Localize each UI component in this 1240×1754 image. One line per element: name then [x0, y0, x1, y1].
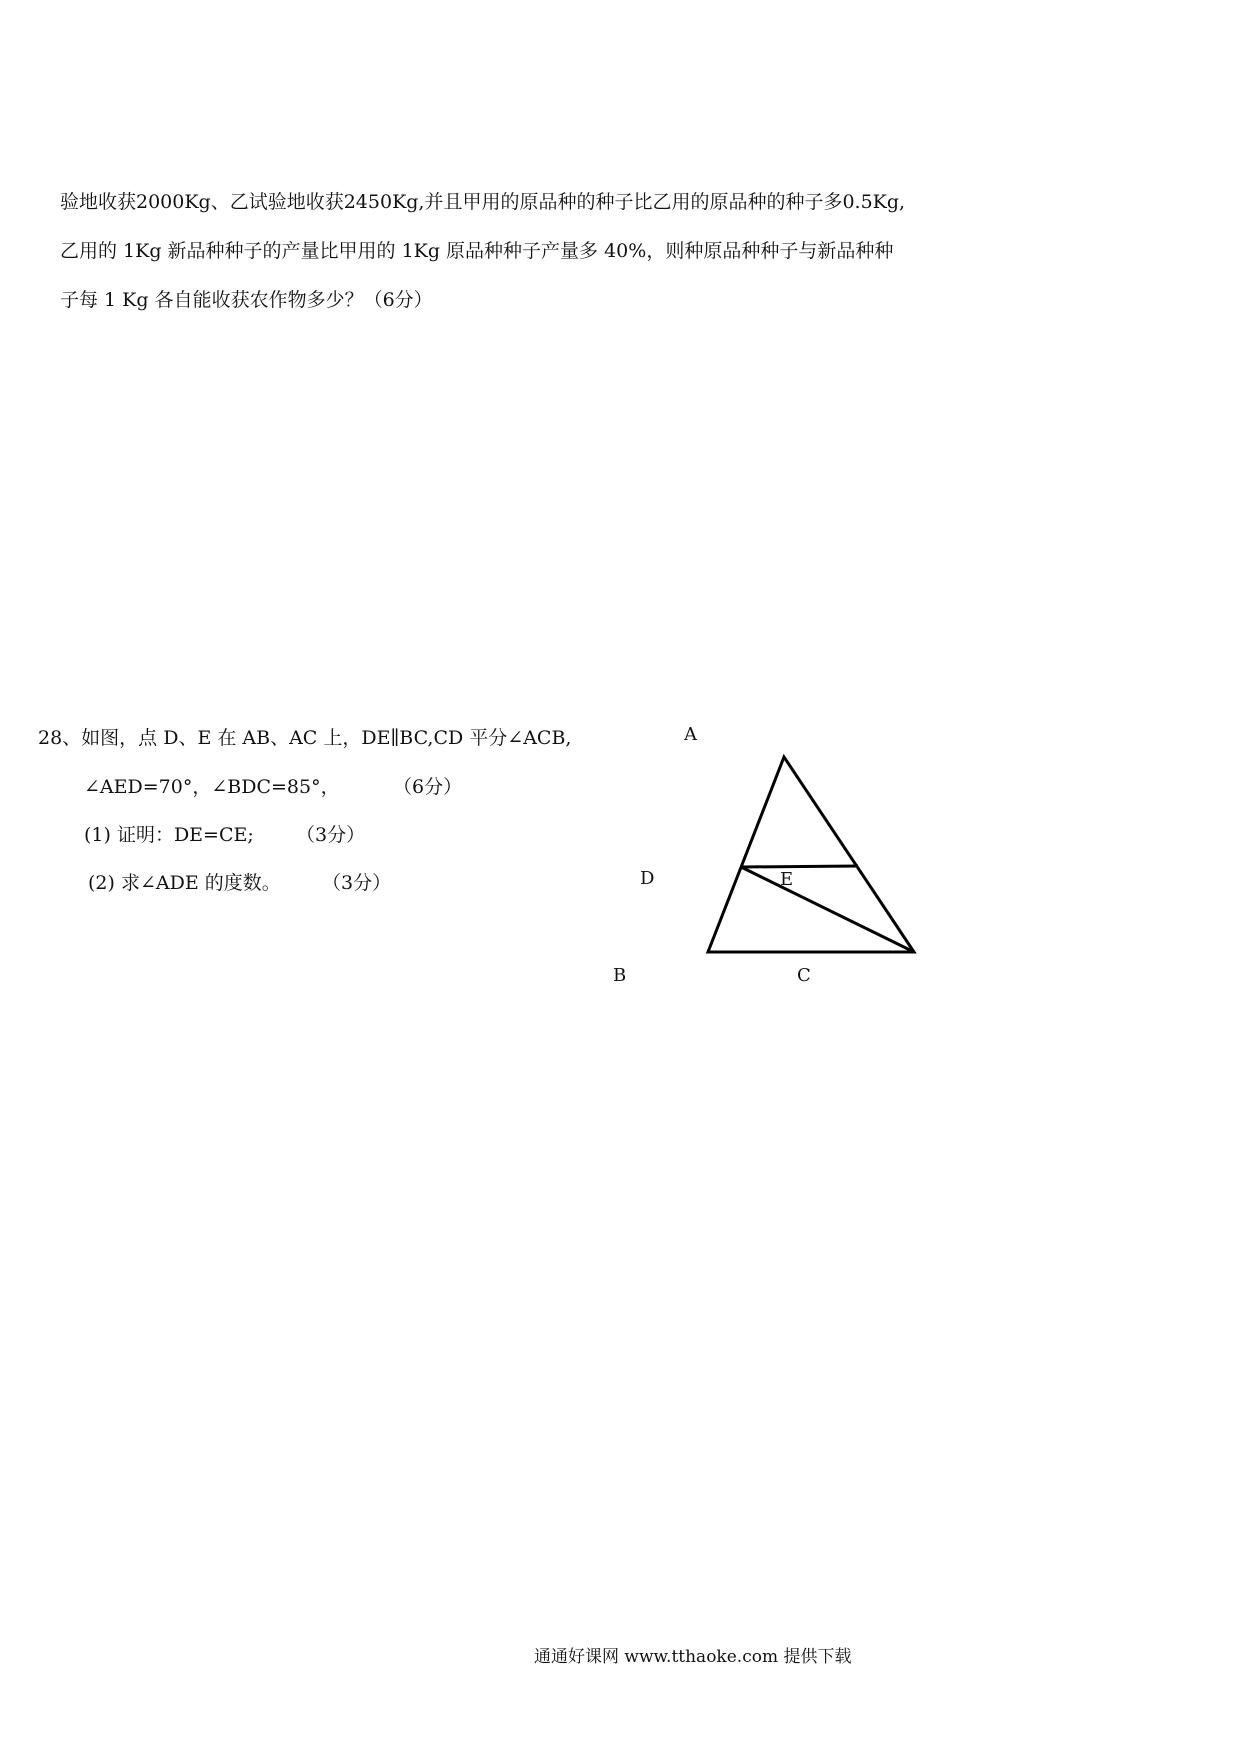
problem-28-part-1-points: （3分） — [296, 824, 366, 846]
label-d: D — [640, 868, 655, 889]
triangle-abc — [708, 757, 914, 952]
problem-27-line-1: 验地收获2000Kg、乙试验地收获2450Kg,并且甲用的原品种的种子比乙用的原品种的种子多0.5Kg, — [60, 191, 906, 213]
problem-28-part-2: (2) 求∠ADE 的度数。 — [88, 872, 281, 894]
problem-28-part-2-points: （3分） — [322, 872, 392, 894]
label-c: C — [797, 965, 811, 986]
problem-28-points: （6分） — [393, 776, 463, 798]
problem-27-line-3: 子每 1 Kg 各自能收获农作物多少？（6分） — [60, 289, 433, 311]
label-b: B — [613, 965, 627, 986]
problem-27-line-2: 乙用的 1Kg 新品种种子的产量比甲用的 1Kg 原品种种子产量多 40%，则种原品种种子与新品种种 — [60, 240, 894, 262]
footer-source: 通通好课网 www.tthaoke.com 提供下载 — [534, 1647, 852, 1667]
label-a: A — [684, 724, 697, 745]
problem-28-given-angles: ∠AED=70°，∠BDC=85°， — [84, 776, 340, 798]
segment-cd — [741, 867, 914, 952]
problem-28-part-1: (1) 证明：DE=CE; — [84, 824, 254, 846]
label-e: E — [780, 869, 794, 890]
segment-de — [741, 866, 858, 867]
problem-28-statement: 28、如图，点 D、E 在 AB、AC 上，DE∥BC,CD 平分∠ACB, — [38, 727, 572, 749]
